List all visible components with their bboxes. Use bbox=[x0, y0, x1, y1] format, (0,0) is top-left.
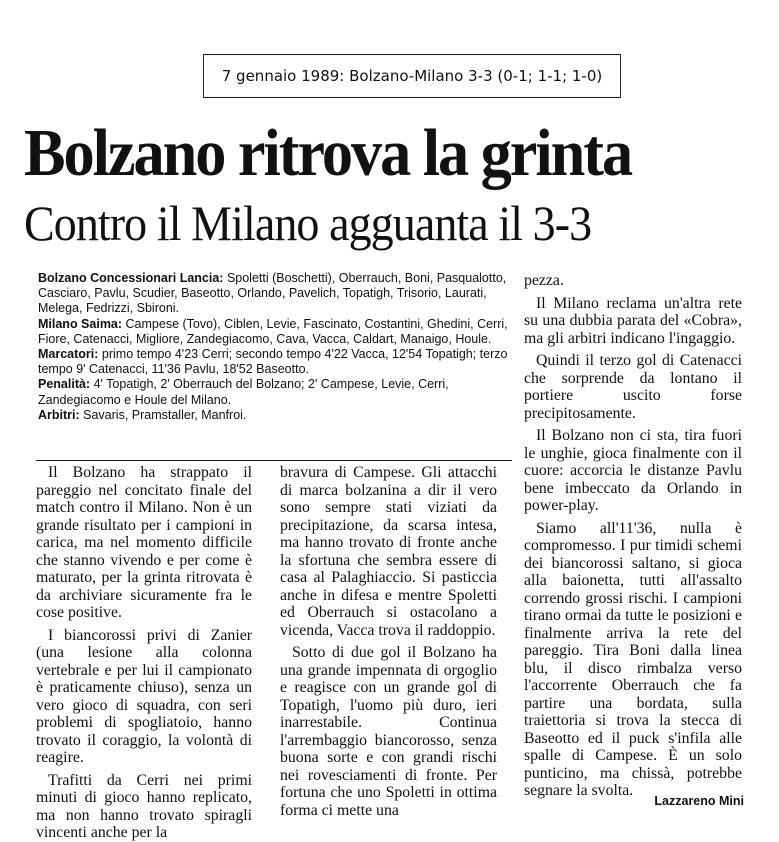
article-column-2 bbox=[280, 464, 497, 819]
referees bbox=[38, 408, 510, 423]
summary-label: Penalità: bbox=[38, 377, 91, 392]
summary-label: Bolzano Concessionari Lancia: bbox=[38, 271, 224, 285]
subheadline: Contro il Milano agguanta il 3-3 bbox=[24, 195, 592, 251]
article-paragraph: Quindi il terzo gol di Catenacci che sorprende da lontano il portiere uscito forse precipitosamente. bbox=[524, 352, 742, 422]
article-paragraph: bravura di Campese. Gli attacchi di marca bolzanina a dir il vero sono sempre stati viziati da precipitazione, da scarsa intesa, ma hanno trovato di fronte anche la sfortuna che sembra essere di casa al Palaghiaccio. Si pasticcia anche in difesa e mentre Spoletti ed Oberrauch si ostacolano a vicenda, Vacca trova il raddoppio. bbox=[280, 464, 497, 639]
summary-text: 4' Topatigh, 2' Oberrauch del Bolzano; 2' Campese, Levie, Cerri, Zandegiacomo e Houle del Milano. bbox=[38, 377, 449, 407]
match-summary-box bbox=[38, 271, 510, 423]
summary-text: Savaris, Pramstaller, Manfroi. bbox=[79, 407, 247, 422]
penalties bbox=[38, 377, 510, 407]
summary-label: Marcatori: bbox=[38, 347, 99, 362]
article-paragraph: Il Bolzano non ci sta, tira fuori le unghie, gioca finalmente con il cuore: accorcia le distanze Pavlu bene imbeccato da Orlando in power-play. bbox=[524, 427, 742, 514]
article-paragraph: Trafitti da Cerri nei primi minuti di gioco hanno replicato, ma non hanno trovato spiragli vincenti anche per la bbox=[36, 771, 252, 841]
article-paragraph: Sotto di due gol il Bolzano ha una grande impennata di orgoglio e reagisce con un grande gol di Topatigh, l'uomo più duro, ieri inarrestabile. Continua l'arrembaggio biancorosso, senza buona sorte e con grandi rischi nei rovesciamenti di fronte. Per fortuna che uno Spoletti in ottima forma ci mette una bbox=[280, 644, 497, 819]
author-byline: Lazzareno Mini bbox=[654, 794, 744, 808]
summary-label: Arbitri: bbox=[38, 407, 80, 422]
article-column-1 bbox=[36, 464, 252, 842]
summary-text: Spoletti (Boschetti), Oberrauch, Boni, Pasqualotto, Casciaro, Pavlu, Scudier, Baseotto, Orlando, Pavelich, Topatigh, Trisorio, Laurati, Melega, Fedrizzi, Sbironi. bbox=[38, 271, 507, 316]
photo-caption: 7 gennaio 1989: Bolzano-Milano 3-3 (0-1; 1-1; 1-0) bbox=[203, 54, 621, 98]
summary-text: Campese (Tovo), Ciblen, Levie, Fascinato, Costantini, Ghedini, Cerri, Fiore, Catenacci, Migliore, Zandegiacomo, Cava, Vacca, Caldart, Manaigo, Houle. bbox=[38, 316, 508, 346]
lineup-bolzano bbox=[38, 271, 510, 317]
headline: Bolzano ritrova la grinta bbox=[24, 116, 632, 190]
lineup-milano bbox=[38, 317, 510, 347]
article-paragraph: Siamo all'11'36, nulla è compromesso. I pur timidi schemi dei biancorossi saltano, si gioca alla baionetta, tutti all'assalto correndo grossi rischi. I campioni tirano ormai da tutte le posizioni e finalmente arriva la rete del pareggio. Tira Boni dalla linea blu, il disco rimbalza verso l'accorrente Oberrauch che fa partire una bordata, sulla traiettoria si trova la stecca di Baseotto ed il puck s'infila alle spalle di Campese. È un solo punticino, ma chissà, potrebbe segnare la svolta. bbox=[524, 519, 742, 799]
summary-text: primo tempo 4'23 Cerri; secondo tempo 4'22 Vacca, 12'54 Topatigh; terzo tempo 9' Catenacci, 11'36 Pavlu, 18'52 Baseotto. bbox=[38, 347, 508, 377]
article-paragraph: Il Milano reclama un'altra rete su una dubbia parata del «Cobra», ma gli arbitri indicano l'ingaggio. bbox=[524, 294, 742, 347]
article-column-3 bbox=[524, 272, 742, 800]
article-paragraph: pezza. bbox=[524, 272, 564, 289]
article-paragraph: Il Bolzano ha strappato il pareggio nel concitato finale del match contro il Milano. Non è un grande risultato per i campioni in carica, ma nel momento difficile che stanno vivendo e per come è maturato, per la grinta ritrovata è da archiviare sicuramente fra le cose positive. bbox=[36, 464, 252, 621]
article-paragraph: I biancorossi privi di Zanier (una lesione alla colonna vertebrale e per lui il campionato è praticamente chiuso), senza un vero gioco di squadra, con seri problemi di spogliatoio, hanno trovato il coraggio, la volontà di reagire. bbox=[36, 626, 252, 766]
section-divider bbox=[36, 460, 512, 461]
scorers bbox=[38, 347, 510, 377]
summary-label: Milano Saima: bbox=[38, 316, 123, 331]
